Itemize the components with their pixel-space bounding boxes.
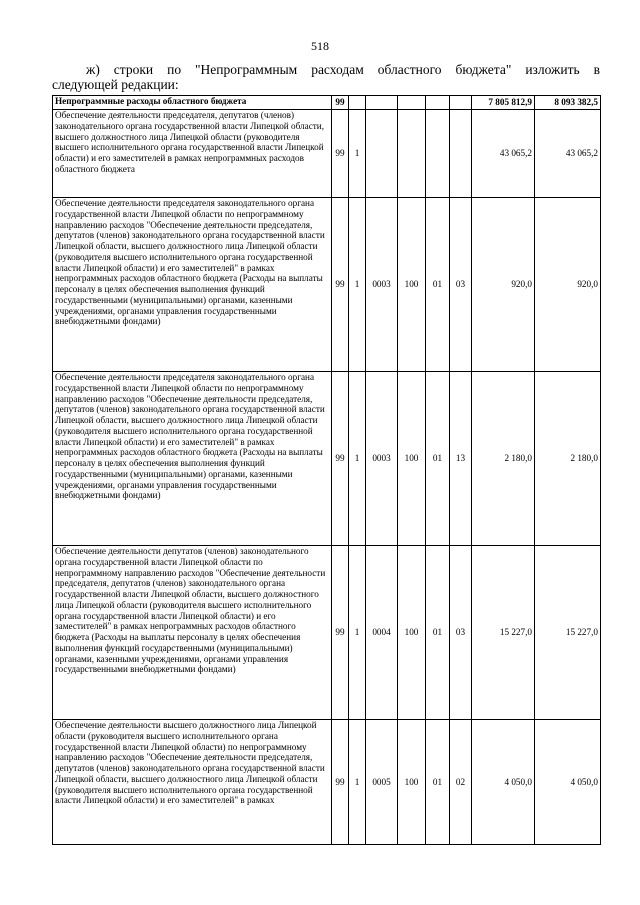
header-code-cell: 99	[332, 96, 349, 110]
row-code-cell: 99	[332, 372, 349, 546]
table-row	[53, 720, 601, 845]
header-empty-cell	[366, 96, 398, 110]
row-code-cell: 0003	[366, 372, 398, 546]
row-code-cell: 1	[349, 720, 366, 845]
row-code-cell: 99	[332, 546, 349, 720]
header-value-2-cell: 8 093 382,5	[535, 96, 601, 110]
table-header-row	[53, 96, 601, 110]
row-value-1-cell: 15 227,0	[472, 546, 535, 720]
row-code-cell	[366, 110, 398, 198]
row-code-cell: 100	[398, 720, 426, 845]
row-code-cell: 03	[450, 198, 472, 372]
row-name-cell: Обеспечение деятельности председателя законодательного органа государственной власти Липецкой области по непрограммному направлению расходов "Обеспечение деятельности председателя, депутатов (членов) законодательного органа государственной власти Липецкой области, высшего должностного лица Липецкой области (руководителя высшего исполнительного органа государственной власти Липецкой области) и его заместителей" в рамках непрограммных расходов областного бюджета (Расходы на выплаты персоналу в целях обеспечения выполнения функций государственными (муниципальными) органами, казенными учреждениями, органами управления государственными внебюджетными фондами)	[53, 198, 332, 372]
page-number: 518	[311, 39, 329, 53]
row-code-cell: 100	[398, 372, 426, 546]
row-code-cell: 99	[332, 110, 349, 198]
row-value-1-cell: 920,0	[472, 198, 535, 372]
row-code-cell: 1	[349, 372, 366, 546]
header-empty-cell	[450, 96, 472, 110]
row-code-cell	[450, 110, 472, 198]
row-code-cell: 0004	[366, 546, 398, 720]
header-empty-cell	[426, 96, 450, 110]
row-name-cell: Обеспечение деятельности депутатов (членов) законодательного органа государственной власти Липецкой области по непрограммному направлению расходов "Обеспечение деятельности председателя, депутатов (членов) законодательного органа государственной власти Липецкой области, высшего должностного лица Липецкой области (руководителя высшего исполнительного органа государственной власти Липецкой области) и его заместителей" в рамках непрограммных расходов областного бюджета (Расходы на выплаты персоналу в целях обеспечения выполнения функций государственными (муниципальными) органами, казенными учреждениями, органами управления государственными внебюджетными фондами)	[53, 546, 332, 720]
table-row	[53, 198, 601, 372]
row-code-cell: 02	[450, 720, 472, 845]
row-name-cell: Обеспечение деятельности председателя законодательного органа государственной власти Липецкой области по непрограммному направлению расходов "Обеспечение деятельности председателя, депутатов (членов) законодательного органа государственной власти Липецкой области, высшего должностного лица Липецкой области (руководителя высшего исполнительного органа государственной власти Липецкой области) и его заместителей" в рамках непрограммных расходов областного бюджета (Расходы на выплаты персоналу в целях обеспечения выполнения функций государственными (муниципальными) органами, казенными учреждениями, органами управления государственными внебюджетными фондами)	[53, 372, 332, 546]
row-value-1-cell: 4 050,0	[472, 720, 535, 845]
row-value-2-cell: 15 227,0	[535, 546, 601, 720]
row-code-cell: 1	[349, 546, 366, 720]
row-code-cell: 0005	[366, 720, 398, 845]
row-code-cell: 1	[349, 198, 366, 372]
row-code-cell	[426, 110, 450, 198]
row-code-cell: 01	[426, 720, 450, 845]
row-code-cell: 0003	[366, 198, 398, 372]
intro-paragraph	[52, 62, 600, 92]
intro-line-1: ж) строки по "Непрограммным расходам областного бюджета" изложить в	[86, 62, 600, 77]
header-empty-cell	[349, 96, 366, 110]
row-code-cell: 01	[426, 198, 450, 372]
row-name-cell: Обеспечение деятельности высшего должностного лица Липецкой области (руководителя высшего исполнительного органа государственной власти Липецкой области) по непрограммному направлению расходов "Обеспечение деятельности председателя, депутатов (членов) законодательного органа государственной власти Липецкой области, высшего должностного лица Липецкой области (руководителя высшего исполнительного органа государственной власти Липецкой области) и его заместителей" в рамках	[53, 720, 332, 845]
header-value-1-cell: 7 805 812,9	[472, 96, 535, 110]
header-empty-cell	[398, 96, 426, 110]
row-code-cell: 100	[398, 546, 426, 720]
table-row	[53, 372, 601, 546]
header-name-cell: Непрограммные расходы областного бюджета	[53, 96, 332, 110]
row-value-2-cell: 4 050,0	[535, 720, 601, 845]
intro-line-2: следующей редакции:	[52, 77, 179, 92]
row-code-cell: 13	[450, 372, 472, 546]
row-value-2-cell: 920,0	[535, 198, 601, 372]
row-code-cell: 100	[398, 198, 426, 372]
row-code-cell: 99	[332, 198, 349, 372]
row-code-cell: 99	[332, 720, 349, 845]
budget-table	[52, 95, 601, 845]
table-row	[53, 546, 601, 720]
row-name-cell: Обеспечение деятельности председателя, депутатов (членов) законодательного органа государственной власти Липецкой области, высшего должностного лица Липецкой области (руководителя высшего исполнительного органа государственной власти Липецкой области) и его заместителей в рамках непрограммных расходов областного бюджета	[53, 110, 332, 198]
table-row	[53, 110, 601, 198]
row-code-cell: 03	[450, 546, 472, 720]
row-code-cell: 01	[426, 372, 450, 546]
row-value-2-cell: 2 180,0	[535, 372, 601, 546]
row-value-2-cell: 43 065,2	[535, 110, 601, 198]
row-code-cell	[398, 110, 426, 198]
row-code-cell: 01	[426, 546, 450, 720]
row-value-1-cell: 2 180,0	[472, 372, 535, 546]
row-code-cell: 1	[349, 110, 366, 198]
row-value-1-cell: 43 065,2	[472, 110, 535, 198]
